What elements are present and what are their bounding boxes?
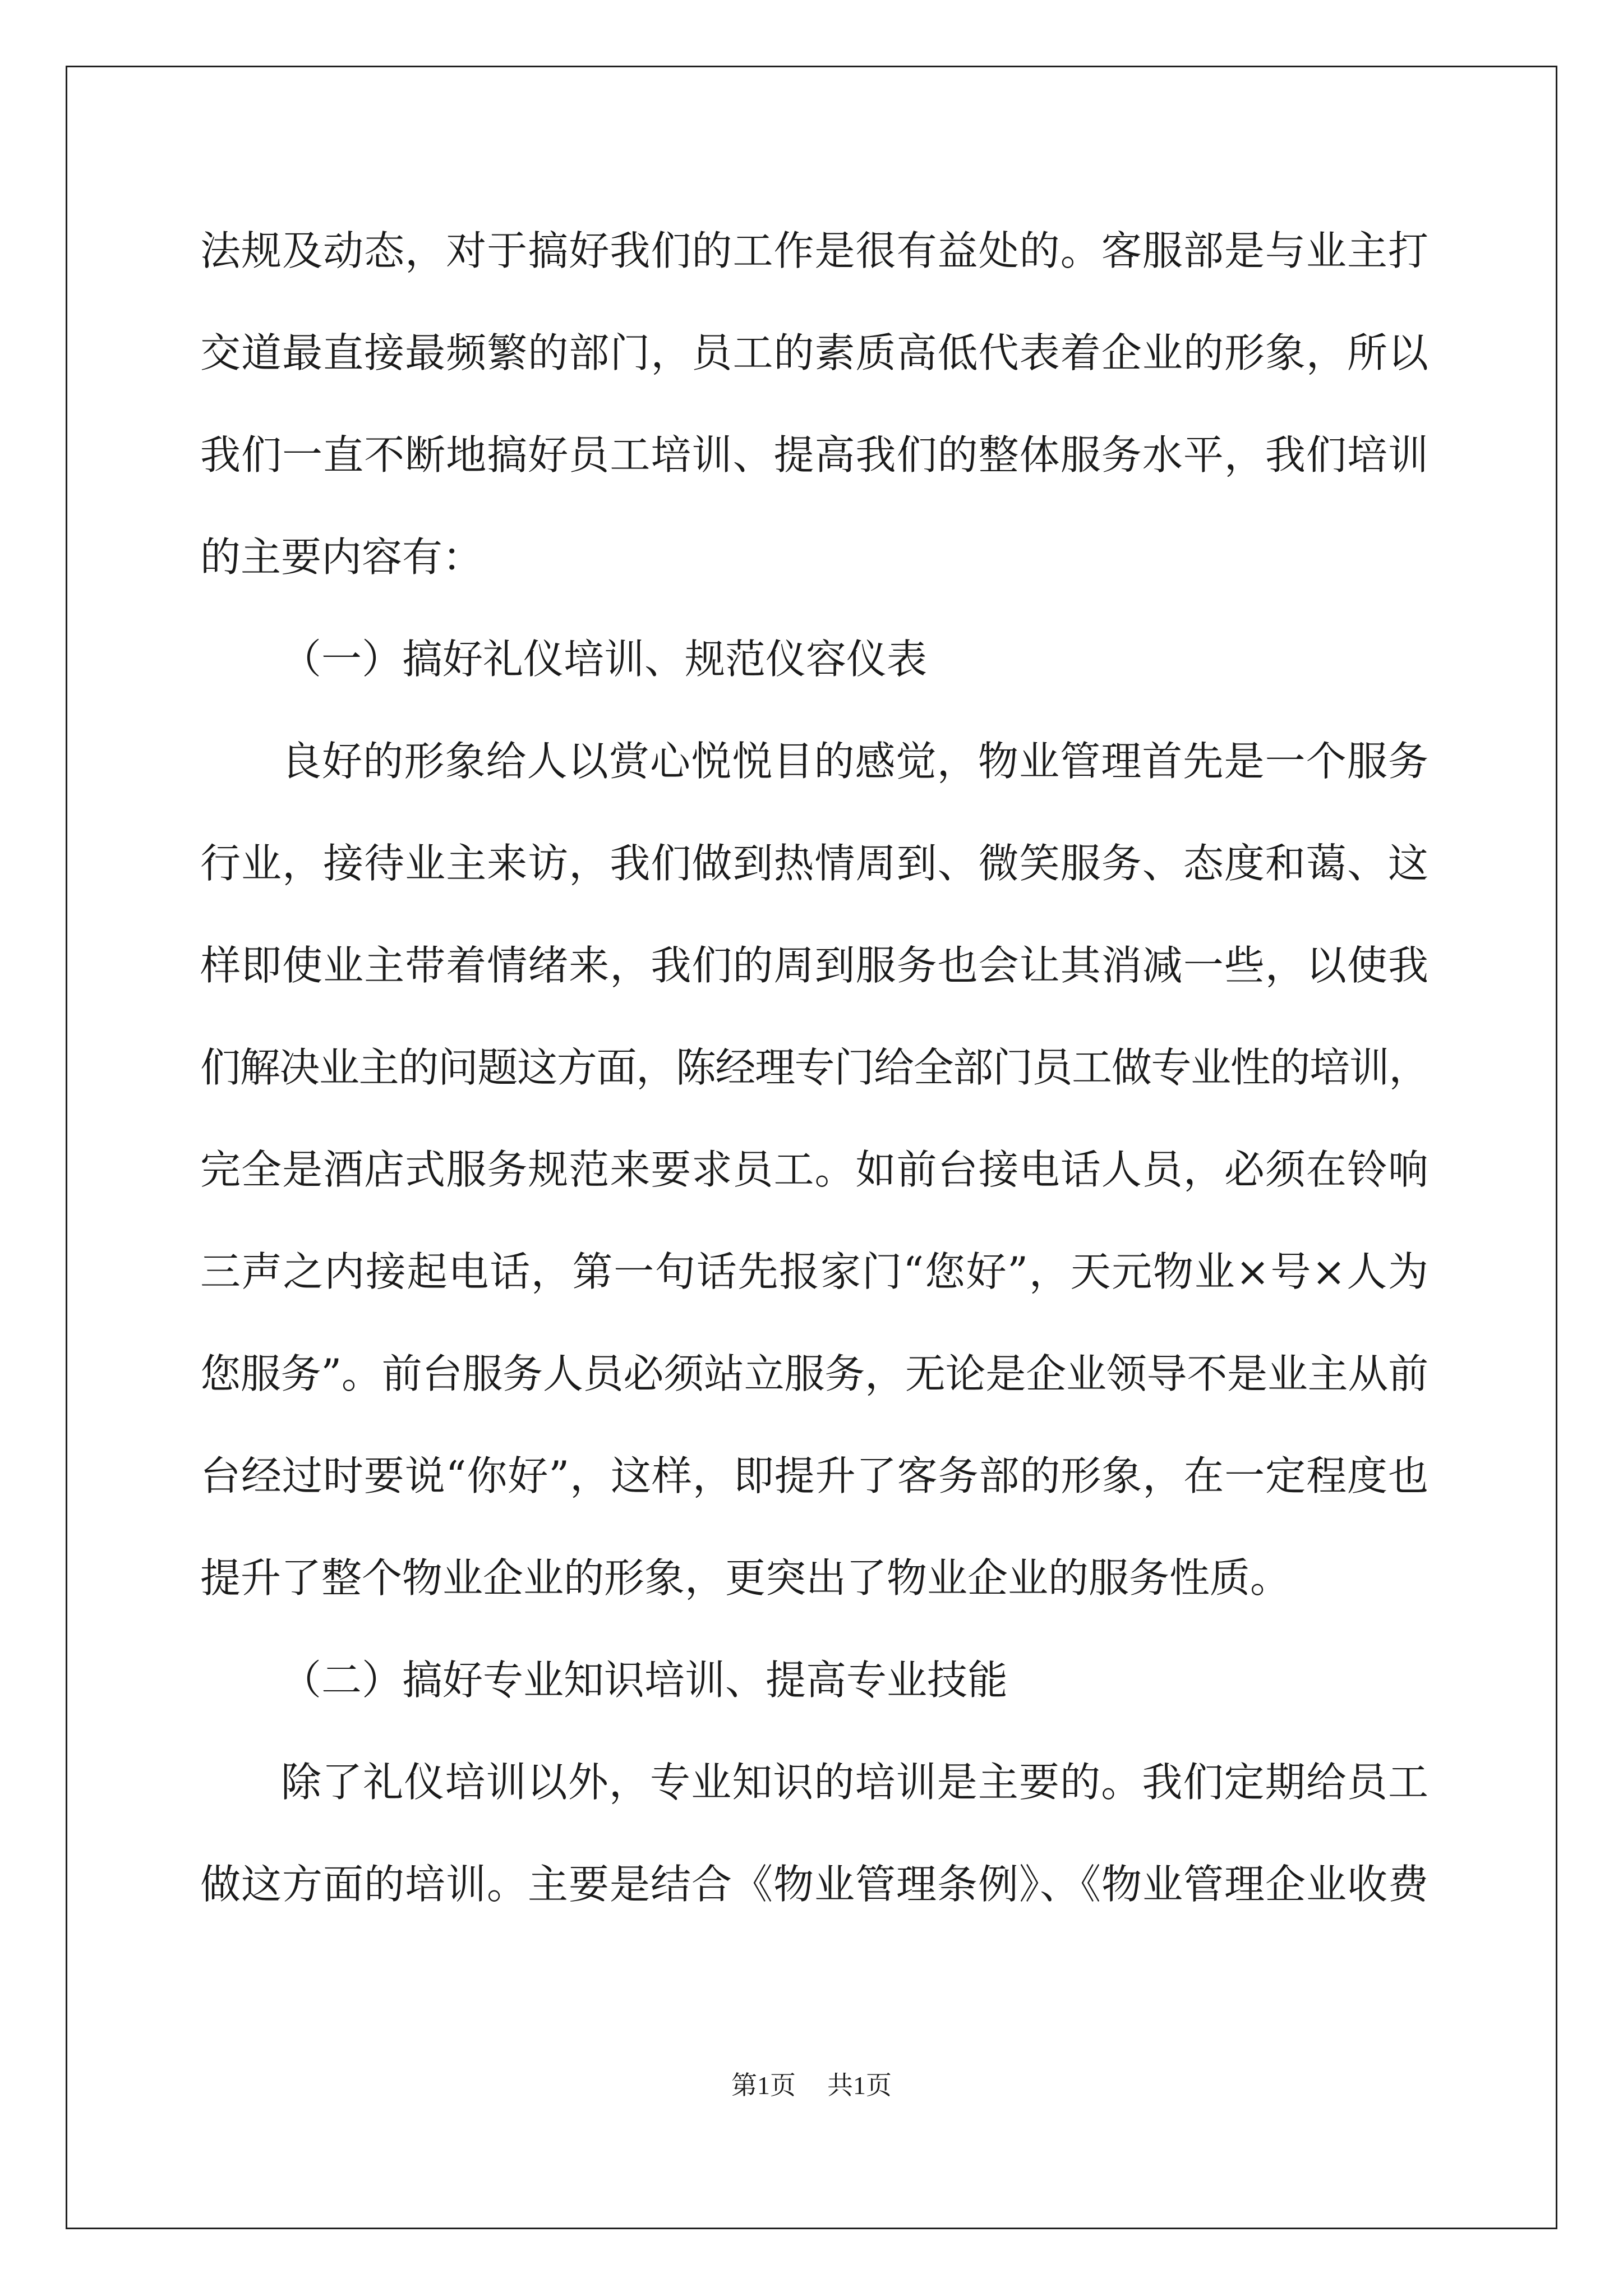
body-line: 提升了整个物业企业的形象，更突出了物业企业的服务性质。	[200, 1554, 1291, 1602]
body-line: 样即使业主带着情绪来，我们的周到服务也会让其消减一些，以使我	[200, 942, 1430, 989]
body-line: 您服务”。前台服务人员必须站立服务，无论是企业领导不是业主从前	[200, 1350, 1428, 1397]
body-line: 除了礼仪培训以外，专业知识的培训是主要的。我们定期给员工	[281, 1759, 1430, 1806]
body-line: 做这方面的培训。主要是结合《物业管理条例》、《物业管理企业收费	[200, 1861, 1429, 1908]
section-heading: （二）搞好专业知识培训、提高专业技能	[281, 1657, 1008, 1704]
body-line: 我们一直不断地搞好员工培训、提高我们的整体服务水平，我们培训	[200, 431, 1430, 478]
body-line: 良好的形象给人以赏心悦悦目的感觉，物业管理首先是一个服务	[281, 738, 1430, 785]
section-heading: （一）搞好礼仪培训、规范仪容仪表	[281, 636, 928, 683]
body-line: 法规及动态，对于搞好我们的工作是很有益处的。客服部是与业主打	[200, 227, 1430, 274]
body-line: 台经过时要说“你好”，这样，即提升了客务部的形象，在一定程度也	[200, 1452, 1429, 1499]
body-line: 的主要内容有：	[200, 533, 483, 581]
body-line: 们解决业主的问题这方面，陈经理专门给全部门员工做专业性的培训，	[200, 1044, 1428, 1091]
page-footer	[0, 2069, 1623, 2102]
body-line: 完全是酒店式服务规范来要求员工。如前台接电话人员，必须在铃响	[200, 1146, 1430, 1193]
document-body	[200, 200, 1428, 1935]
body-line: 行业，接待业主来访，我们做到热情周到、微笑服务、态度和蔼、这	[200, 840, 1430, 887]
page-total: 共1页	[827, 2071, 892, 2100]
body-line: 三声之内接起电话，第一句话先报家门“您好”，天元物业×号×人为	[200, 1248, 1430, 1295]
page-number: 第1页	[731, 2071, 796, 2100]
body-line: 交道最直接最频繁的部门，员工的素质高低代表着企业的形象，所以	[200, 329, 1430, 376]
